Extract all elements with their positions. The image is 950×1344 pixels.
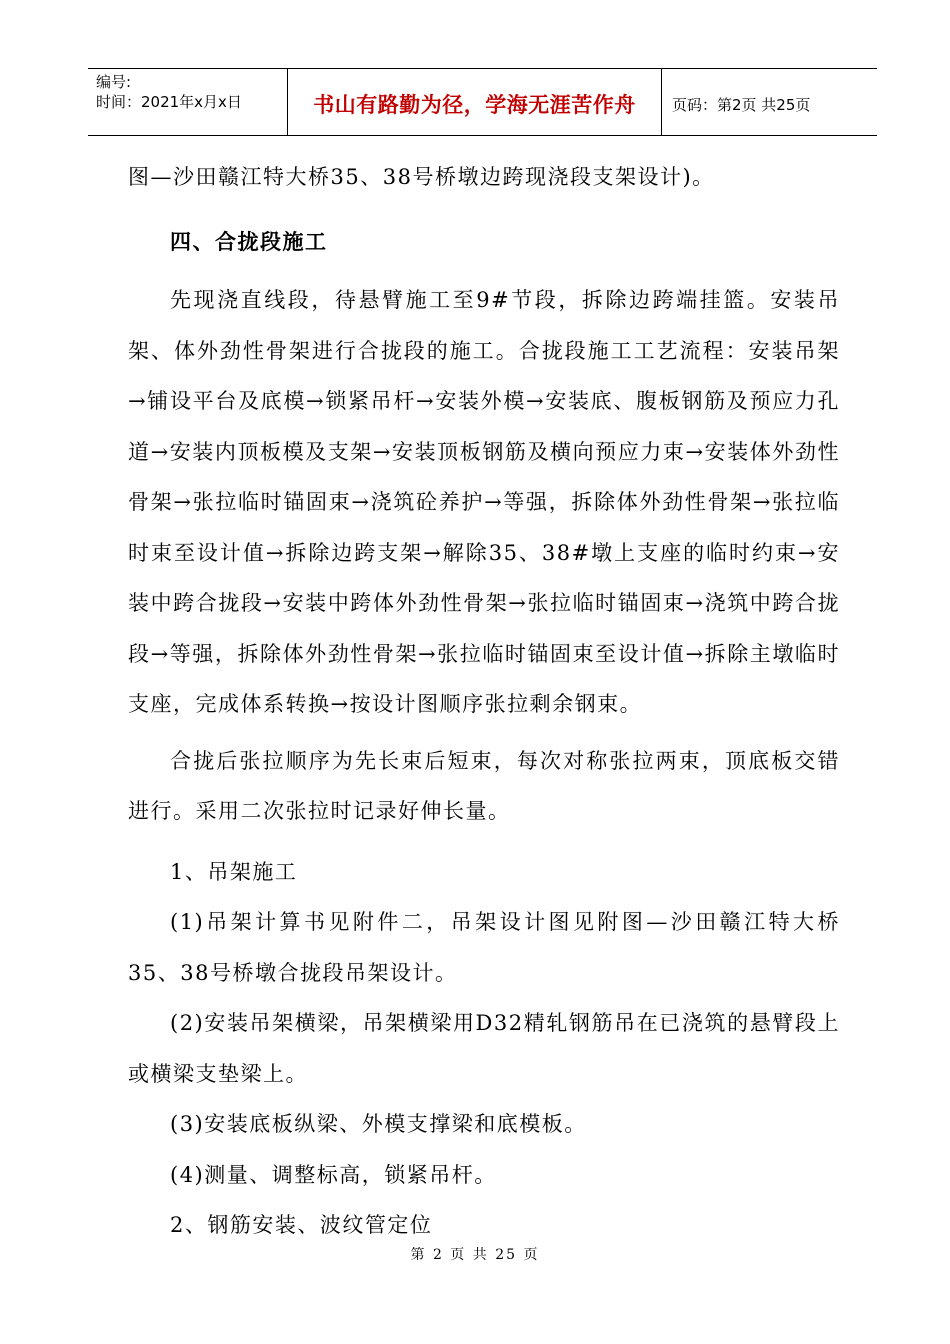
list-item: (1)吊架计算书见附件二，吊架设计图见附图—沙田赣江特大桥35、38号桥墩合拢段吊架设计。 <box>128 910 840 985</box>
list-item: (2)安装吊架横梁，吊架横梁用D32精轧钢筋吊在已浇筑的悬臂段上或横梁支垫梁上。 <box>128 1011 840 1086</box>
header-meta <box>88 69 288 135</box>
time-label: 时间：2021年x月x日 <box>96 93 242 111</box>
paragraph-continuation: 图—沙田赣江特大桥35、38号桥墩边跨现浇段支架设计)。 <box>128 165 715 189</box>
page-header <box>88 68 877 136</box>
list-item: (4)测量、调整标高，锁紧吊杆。 <box>170 1162 497 1187</box>
paragraph-tensioning: 合拢后张拉顺序为先长束后短束，每次对称张拉两束，顶底板交错进行。采用二次张拉时记录好伸长量。 <box>128 748 840 823</box>
number-label: 编号: <box>96 73 132 91</box>
header-motto-cell <box>288 69 662 135</box>
header-motto: 书山有路勤为径，学海无涯苦作舟 <box>313 93 636 117</box>
document-body <box>128 152 840 1251</box>
list-item: (3)安装底板纵梁、外模支撑梁和底模板。 <box>170 1112 587 1136</box>
subsection-heading: 2、钢筋安装、波纹管定位 <box>170 1213 433 1237</box>
subsection-heading: 1、吊架施工 <box>170 859 298 884</box>
header-page-label: 页码：第2页 共25页 <box>672 95 811 114</box>
page-footer: 第 2 页 共 25 页 <box>410 1247 540 1263</box>
section-heading: 四、合拢段施工 <box>170 229 328 254</box>
header-page-cell <box>662 69 877 135</box>
paragraph-process: 先现浇直线段，待悬臂施工至9#节段，拆除边跨端挂篮。安装吊架、体外劲性骨架进行合拢段的施工。合拢段施工工艺流程：安装吊架→铺设平台及底模→锁紧吊杆→安装外模→安装底、腹板钢筋及预应力孔道→安装内顶板模及支架→安装顶板钢筋及横向预应力束→安装体外劲性骨架→张拉临时锚固束→浇筑砼养护→等强，拆除体外劲性骨架→张拉临时束至设计值→拆除边跨支架→解除35、38#墩上支座的临时约束→安装中跨合拢段→安装中跨体外劲性骨架→张拉临时锚固束→浇筑中跨合拢段→等强，拆除体外劲性骨架→张拉临时锚固束至设计值→拆除主墩临时支座，完成体系转换→按设计图顺序张拉剩余钢束。 <box>128 288 840 716</box>
